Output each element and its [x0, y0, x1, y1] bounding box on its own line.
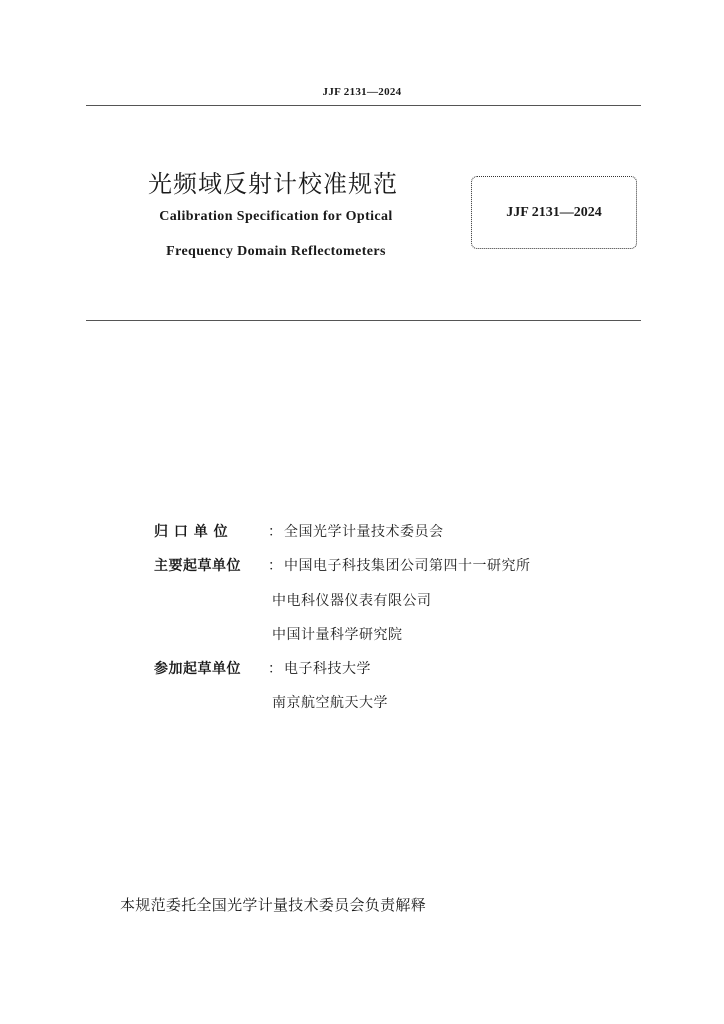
document-code-header: JJF 2131—2024	[322, 86, 402, 98]
drafting-unit-value-3: 中国计量科学研究院	[272, 627, 403, 643]
responsible-unit-label: 归 口 单 位	[154, 524, 229, 540]
top-divider	[86, 105, 641, 106]
responsible-unit-colon: ：	[268, 524, 282, 540]
drafting-unit-label: 主要起草单位	[154, 558, 241, 574]
participating-unit-value-2: 南京航空航天大学	[272, 695, 388, 711]
drafting-unit-colon: ：	[268, 558, 282, 574]
interpretation-note: 本规范委托全国光学计量技术委员会负责解释	[120, 896, 427, 914]
middle-divider	[86, 320, 641, 321]
participating-unit-row	[154, 658, 371, 678]
responsible-unit-value: 全国光学计量技术委员会	[284, 524, 444, 540]
participating-unit-value-1: 电子科技大学	[284, 661, 371, 677]
title-chinese: 光频域反射计校准规范	[148, 170, 398, 198]
drafting-unit-row	[154, 555, 531, 575]
code-box-text: JJF 2131—2024	[506, 205, 602, 220]
drafting-unit-value-2: 中电科仪器仪表有限公司	[272, 593, 432, 609]
participating-unit-colon: ：	[268, 661, 282, 677]
title-english-line2: Frequency Domain Reflectometers	[166, 244, 386, 259]
title-english-line1: Calibration Specification for Optical	[159, 209, 393, 224]
responsible-unit-row	[154, 521, 444, 541]
participating-unit-label: 参加起草单位	[154, 661, 241, 677]
code-box	[471, 176, 637, 249]
drafting-unit-value-1: 中国电子科技集团公司第四十一研究所	[284, 558, 531, 574]
